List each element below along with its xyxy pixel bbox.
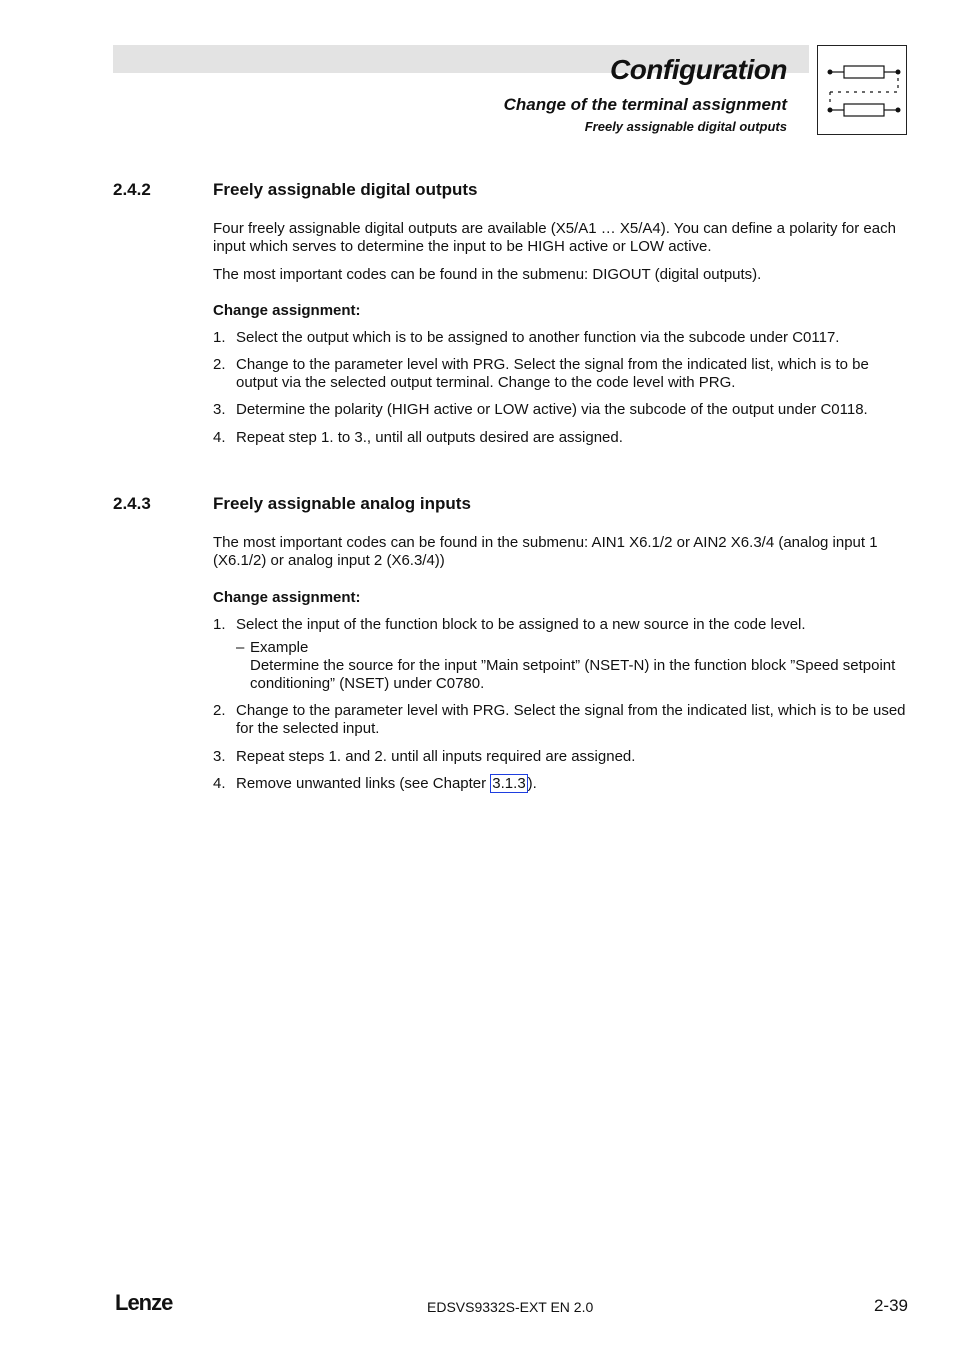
section-2-4-2-body (213, 220, 913, 447)
step-text: Remove unwanted links (see Chapter (236, 775, 491, 792)
steps-list (213, 329, 913, 447)
step-text: Select the output which is to be assigned to another function via the subcode under C0117. (236, 329, 840, 346)
steps-list (213, 616, 913, 793)
section-title: Change of the terminal assignment (503, 95, 787, 114)
step-text-end: ). (527, 775, 537, 792)
terminal-assignment-icon (817, 45, 907, 135)
list-item (213, 329, 913, 347)
step-text: Repeat step 1. to 3., until all outputs desired are assigned. (236, 429, 623, 446)
list-item (213, 356, 913, 392)
step-text: Change to the parameter level with PRG. Select the signal from the indicated list, which is to be output via the selected output terminal. Change to the code level with PRG. (236, 356, 869, 391)
lenze-logo: Lenze (115, 1290, 173, 1315)
step-text: Repeat steps 1. and 2. until all inputs required are assigned. (236, 748, 636, 765)
step-text: Select the input of the function block to be assigned to a new source in the code level. (236, 616, 806, 633)
step-text: Determine the polarity (HIGH active or LOW active) via the subcode of the output under C0118. (236, 401, 868, 418)
list-item (213, 702, 913, 738)
step-number: 2. (213, 356, 226, 373)
page-number: 2-39 (873, 1296, 908, 1315)
step-number: 4. (213, 775, 226, 792)
example-block (236, 639, 913, 693)
document-id: EDSVS9332S-EXT EN 2.0 (427, 1299, 594, 1315)
section-heading-title: Freely assignable digital outputs (213, 180, 478, 199)
chapter-title: Configuration (609, 54, 787, 85)
example-label: Example (250, 639, 309, 656)
section-number: 2.4.2 (113, 180, 151, 199)
step-number: 3. (213, 401, 226, 418)
list-item (213, 401, 913, 419)
step-number: 3. (213, 748, 226, 765)
paragraph: The most important codes can be found in the submenu: DIGOUT (digital outputs). (213, 266, 762, 283)
step-number: 1. (213, 616, 226, 633)
list-item (213, 429, 913, 447)
section-heading-2-4-2 (113, 179, 478, 201)
list-item (213, 616, 913, 693)
change-assignment-label: Change assignment: (213, 589, 361, 606)
change-assignment-label: Change assignment: (213, 302, 361, 319)
section-2-4-3-body (213, 534, 913, 793)
chapter-link[interactable]: 3.1.3 (492, 775, 526, 792)
example-text: Determine the source for the input ”Main setpoint” (NSET-N) in the function block ”Speed setpoint conditioning” (NSET) under C0780. (250, 657, 896, 692)
list-item (213, 748, 913, 766)
list-item (213, 775, 913, 793)
section-number: 2.4.3 (113, 494, 151, 513)
dash-marker: – (236, 639, 245, 656)
step-number: 1. (213, 329, 226, 346)
subsection-title: Freely assignable digital outputs (584, 119, 787, 134)
section-heading-title: Freely assignable analog inputs (213, 494, 471, 513)
paragraph: The most important codes can be found in the submenu: AIN1 X6.1/2 or AIN2 X6.3/4 (analog input 1 (X6.1/2) or analog input 2 (X6.3/4)) (213, 534, 878, 569)
paragraph: Four freely assignable digital outputs are available (X5/A1 … X5/A4). You can define a polarity for each input which serves to determine the input to be HIGH active or LOW active. (213, 220, 896, 255)
step-number: 2. (213, 702, 226, 719)
step-text: Change to the parameter level with PRG. Select the signal from the indicated list, which is to be used for the selected input. (236, 702, 906, 737)
step-number: 4. (213, 429, 226, 446)
section-heading-2-4-3 (113, 493, 471, 515)
